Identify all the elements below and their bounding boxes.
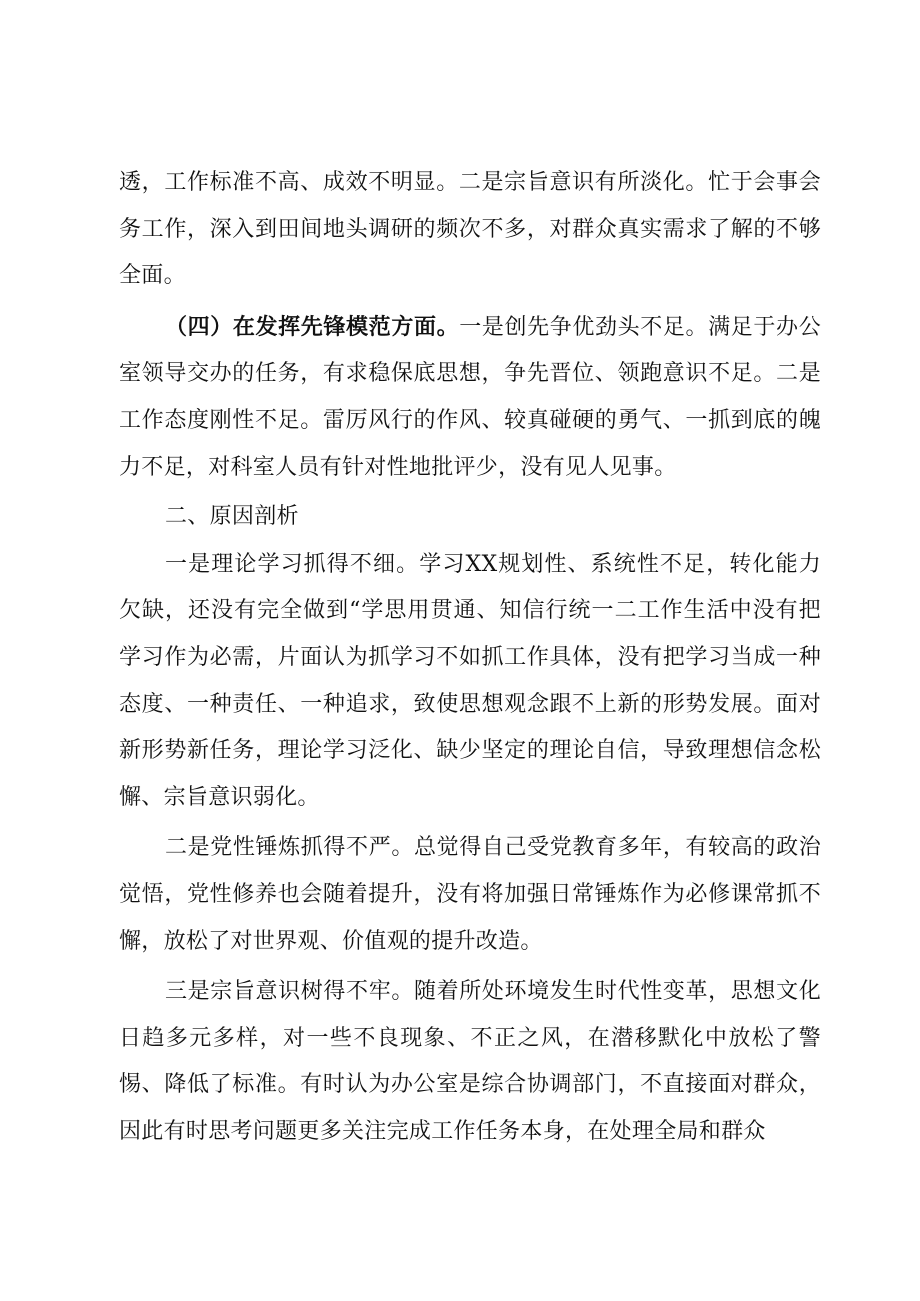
document-body <box>119 160 821 1155</box>
paragraph-cause-purpose-awareness: 三是宗旨意识树得不牢。随着所处环境发生时代性变革，思想文化日趋多元多样，对一些不良现象、不正之风，在潜移默化中放松了警惕、降低了标准。有时认为办公室是综合协调部门，不直接面对群众，因此有时思考问题更多关注完成工作任务本身，在处理全局和群众 <box>119 979 821 1144</box>
paragraph-pioneer-role-heading: （四）在发挥先锋模范方面。 <box>165 313 460 340</box>
paragraph-cause-theory-study: 一是理论学习抓得不细。学习XX规划性、系统性不足，转化能力欠缺，还没有完全做到“学思用贯通、知信行统一二工作生活中没有把学习作为必需，片面认为抓学习不如抓工作具体，没有把学习当成一种态度、一种责任、一种追求，致使思想观念跟不上新的形势发展。面对新形势新任务，理论学习泛化、缺少坚定的理论自信，导致理想信念松懈、宗旨意识弱化。 <box>119 551 821 810</box>
section-title-cause-analysis: 二、原因剖析 <box>165 504 299 530</box>
paragraph-pioneer-role <box>119 304 821 491</box>
paragraph-cause-party-spirit: 二是党性锤炼抓得不严。总觉得自己受党教育多年，有较高的政治觉悟，党性修养也会随着提升，没有将加强日常锤炼作为必修课常抓不懈，放松了对世界观、价值观的提升改造。 <box>119 835 821 954</box>
paragraph-pioneer-role-body: 一是创先争优劲头不足。满足于办公室领导交办的任务，有求稳保底思想，争先晋位、领跑意识不足。二是工作态度刚性不足。雷厉风行的作风、较真碰硬的勇气、一抓到底的魄力不足，对科室人员有针对性地批评少，没有见人见事。 <box>119 314 821 480</box>
paragraph-continued: 透，工作标准不高、成效不明显。二是宗旨意识有所淡化。忙于会事会务工作，深入到田间地头调研的频次不多，对群众真实需求了解的不够全面。 <box>119 170 821 289</box>
